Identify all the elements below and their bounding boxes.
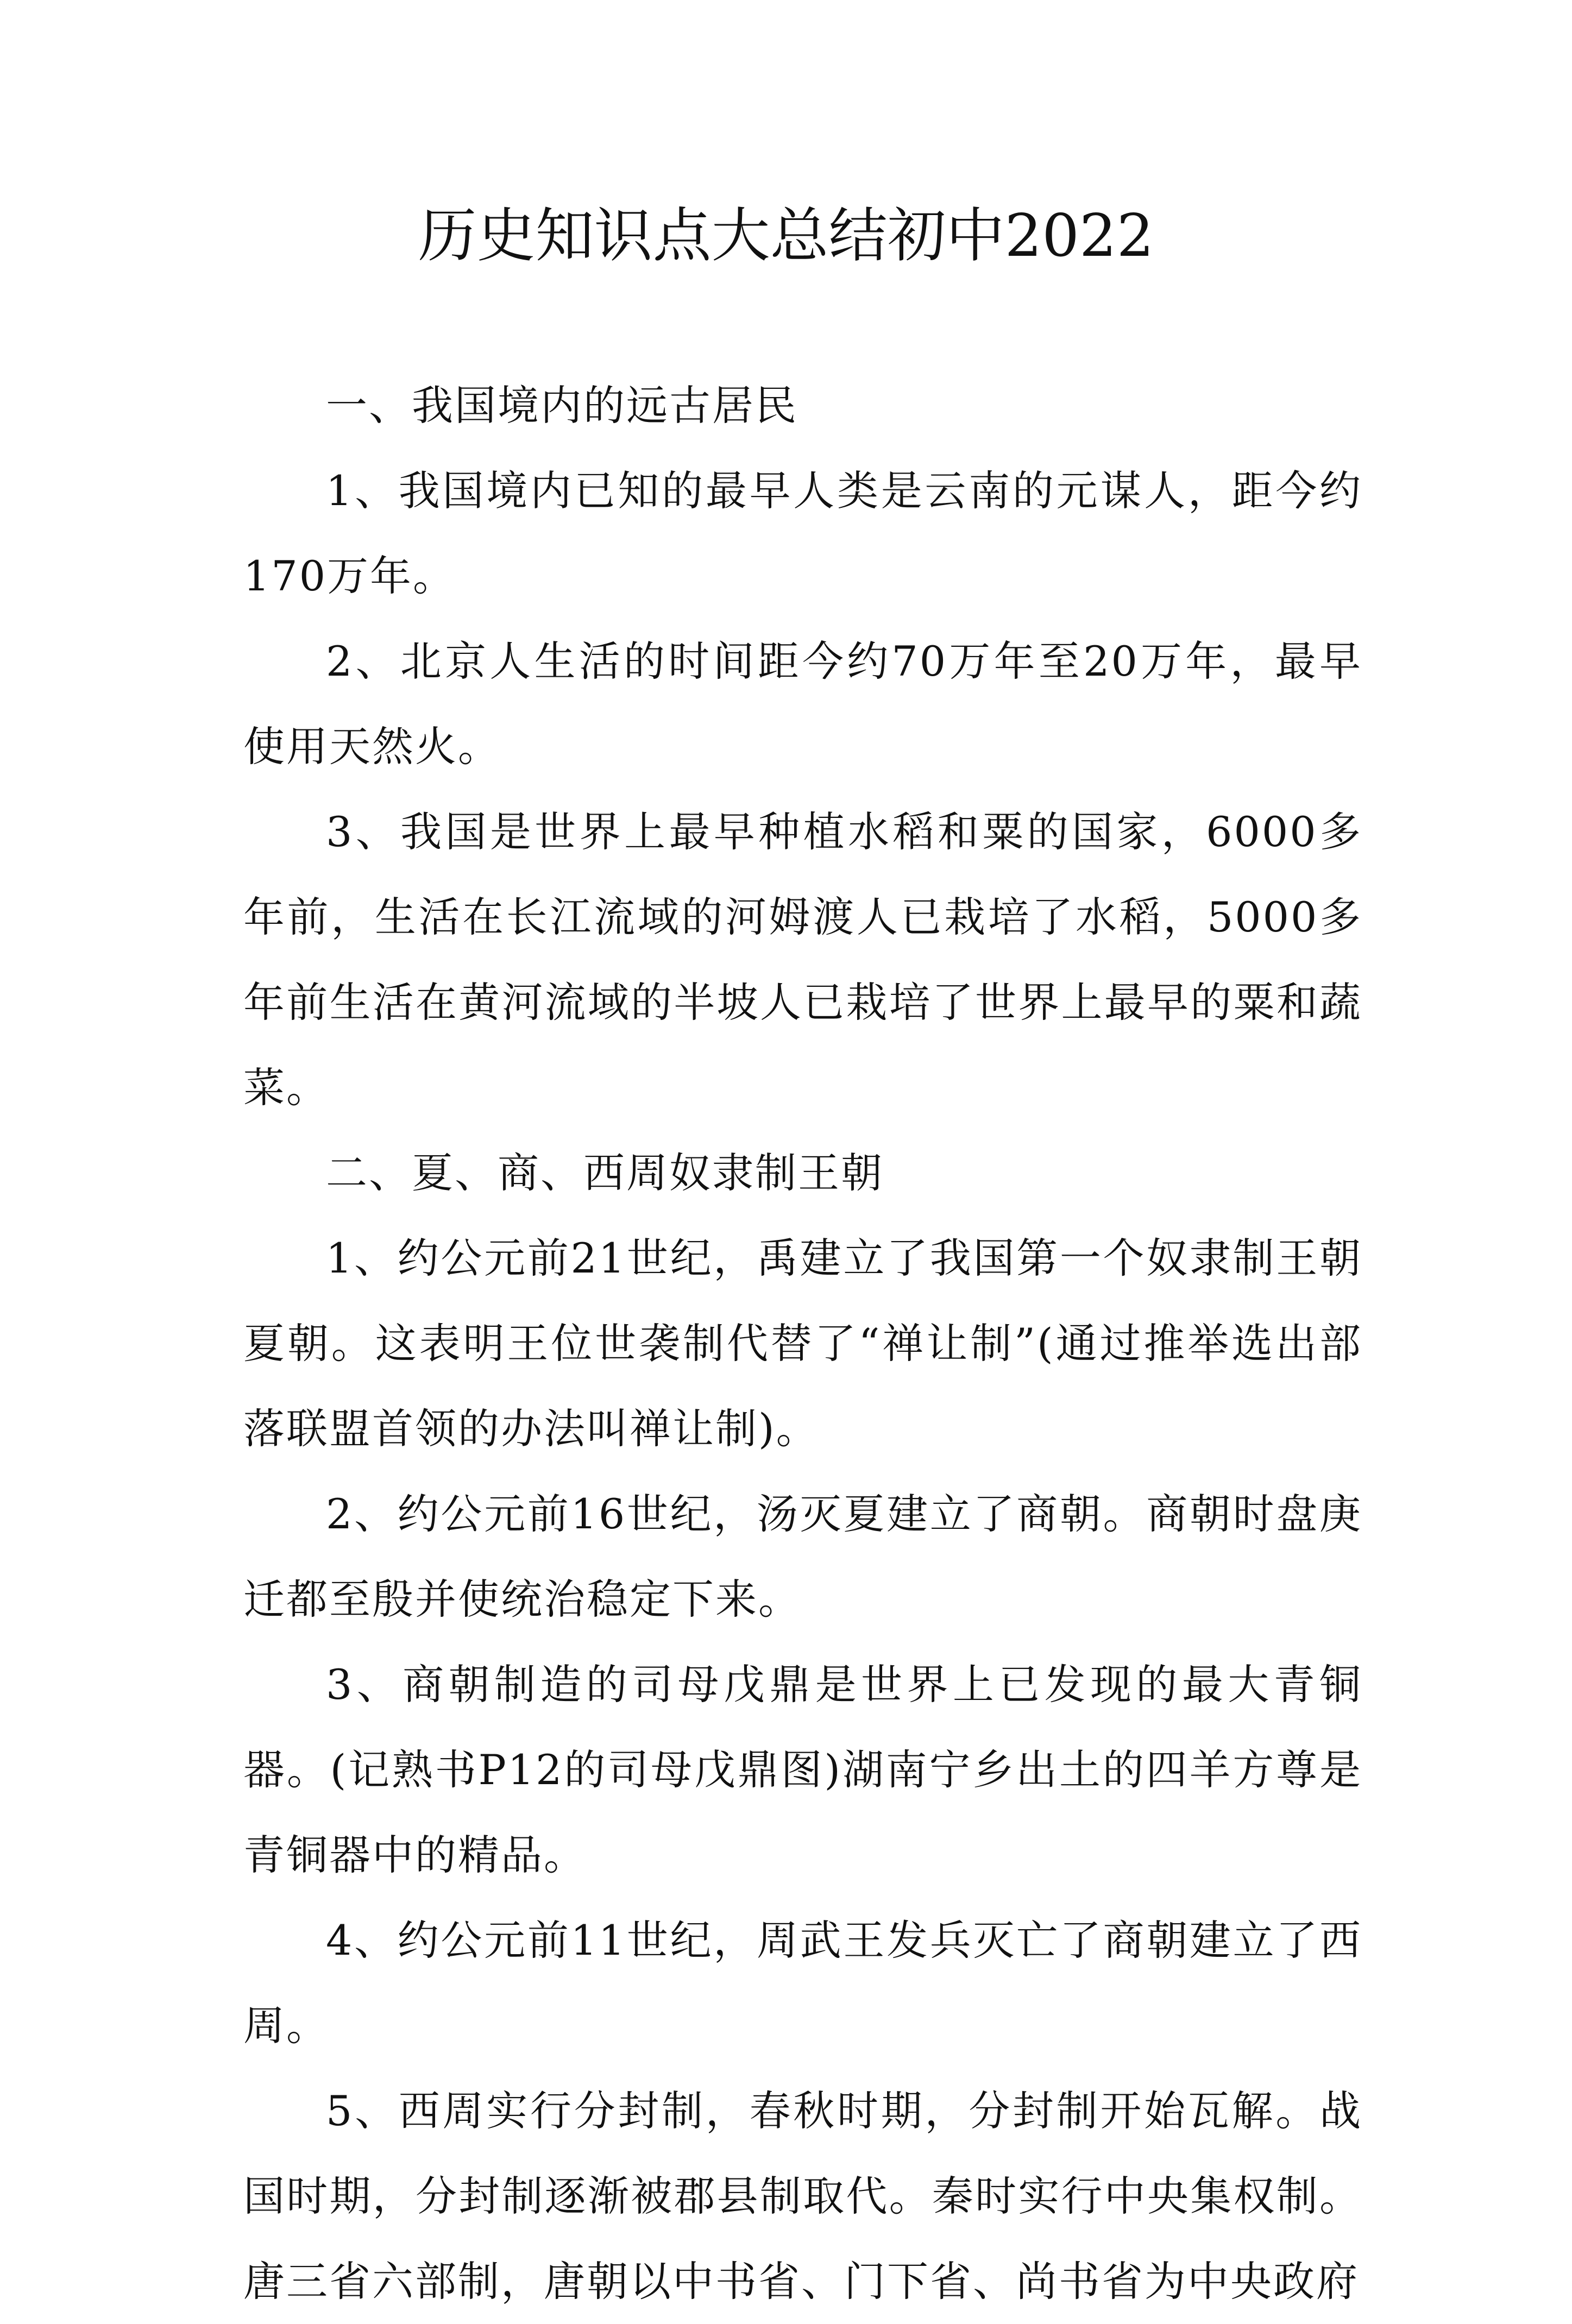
section-heading-1: 一、我国境内的远古居民 [326,381,798,430]
paragraph-fengjian: 5、西周实行分封制，春秋时期，分封制开始瓦解。战国时期，分封制逐渐被郡县制取代。秦时实行中央集权制。唐三省六部制，唐朝以中书省、门下省、尚书省为中央政府 [243,2087,1362,2306]
paragraph-peking-man: 2、北京人生活的时间距今约70万年至20万年，最早使用天然火。 [243,637,1362,771]
paragraph-yuanmou: 1、我国境内已知的最早人类是云南的元谋人，距今约170万年。 [243,467,1362,600]
paragraph-western-zhou: 4、约公元前11世纪，周武王发兵灭亡了商朝建立了西周。 [243,1916,1362,2050]
paragraph-rice-millet: 3、我国是世界上最早种植水稻和粟的国家，6000多年前，生活在长江流域的河姆渡人已栽培了水稻，5000多年前生活在黄河流域的半坡人已栽培了世界上最早的粟和蔬菜。 [243,808,1362,1112]
paragraph-xia: 1、约公元前21世纪，禹建立了我国第一个奴隶制王朝夏朝。这表明王位世袭制代替了“禅让制”(通过推举选出部落联盟首领的办法叫禅让制)。 [243,1234,1362,1453]
paragraph-shang: 2、约公元前16世纪，汤灭夏建立了商朝。商朝时盘庚迁都至殷并使统治稳定下来。 [243,1490,1362,1623]
document-body [243,363,1362,2324]
document-title: 历史知识点大总结初中2022 [418,202,1154,270]
section-heading-2: 二、夏、商、西周奴隶制王朝 [326,1149,884,1197]
paragraph-bronze: 3、商朝制造的司母戊鼎是世界上已发现的最大青铜器。(记熟书P12的司母戊鼎图)湖南宁乡出土的四羊方尊是青铜器中的精品。 [243,1660,1362,1879]
